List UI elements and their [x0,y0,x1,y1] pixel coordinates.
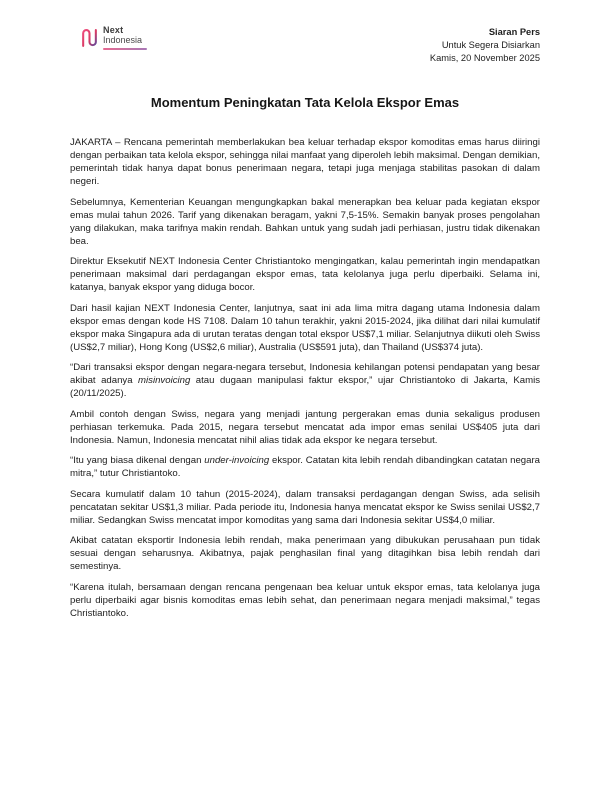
paragraph-4 [70,302,540,354]
release-type-label: Siaran Pers [488,27,540,37]
paragraph-2 [70,196,540,248]
brand-tagline-bar [103,48,147,51]
release-meta [430,26,540,65]
paragraph-text: “Dari transaksi ekspor dengan negara-negara tersebut, Indonesia kehilangan potensi pendapatan yang besar akibat adanya [70,362,540,386]
italic-term-under-invoicing: under-invoicing [204,455,270,466]
brand-logo [80,26,147,50]
paragraph-text: Secara kumulatif dalam 10 tahun (2015-2024), dalam transaksi perdagangan dengan Swiss, ada selisih pencatatan sekitar US$1,3 miliar. Pada periode itu, Indonesia hanya mencatat ekspor ke Swiss senilai US$2,7 miliar. Sedangkan Swiss mencatat impor komoditas yang sama dari Indonesia sekitar US$4,0 miliar. [70,488,540,526]
paragraph-text: atau dugaan manipulasi faktur ekspor,” ujar Christiantoko di Jakarta, Kamis (20/11/2025). [70,375,541,399]
paragraph-text: Direktur Eksekutif NEXT Indonesia Center Christiantoko mengingatkan, kalau pemerintah ingin mendapatkan penerimaan maksimal dari perdagangan ekspor emas, tata kelolanya juga perlu diperbaiki. Selama ini, katanya, banyak ekspor yang diduga bocor. [70,256,540,293]
next-indonesia-logo-icon [80,27,99,49]
document-body [70,136,540,620]
paragraph-9 [70,534,540,573]
page-title: Momentum Peningkatan Tata Kelola Ekspor Emas [150,95,460,110]
paragraph-text: Sebelumnya, Kementerian Keuangan mengungkapkan bakal menerapkan bea keluar pada kegiatan ekspor emas mulai tahun 2026. Tarif yang dikenakan beragam, yakni 7,5-15%. Semakin banyak proses pengolahan yang dilakukan, maka tarifnya makin rendah. Bahkan untuk yang sudah jadi perhiasan, justru tidak dikenakan bea. [70,196,540,247]
brand-text [103,26,147,50]
paragraph-10 [70,581,540,620]
page-header [0,0,609,65]
paragraph-1 [70,136,540,188]
brand-name-top: Next [103,25,124,35]
paragraph-text: Dari hasil kajian NEXT Indonesia Center, lanjutnya, saat ini ada lima mitra dagang utama Indonesia dalam ekspor emas dengan kode HS 7108. Dalam 10 tahun terakhir, yakni 2015-2024, jika dilihat dari nilai kumulatif ekspor maka Singapura ada di urutan teratas dengan total ekspor US$7,1 miliar. Selanjutnya diikuti oleh Swiss (US$2,7 miliar), Hong Kong (US$2,6 miliar), Australia (US$591 juta), dan Thailand (US$374 juta). [70,302,540,353]
paragraph-text: ekspor. Catatan kita lebih rendah dibandingkan catatan negara mitra,” tutur Christiantoko. [70,455,541,479]
paragraph-text: “Itu yang biasa dikenal dengan [70,455,205,466]
paragraph-5 [70,361,540,400]
paragraph-text: Ambil contoh dengan Swiss, negara yang menjadi jantung pergerakan emas dunia sekaligus produsen perhiasan terkemuka. Pada 2015, negara tersebut mencatat ada impor emas senilai US$405 juta dari Indonesia. Namun, Indonesia mencatat nihil alias tidak ada ekspor ke negara tersebut. [70,408,540,446]
paragraph-text: JAKARTA – Rencana pemerintah memberlakukan bea keluar terhadap ekspor komoditas emas harus diiringi dengan perbaikan tata kelola ekspor, sehingga nilai manfaat yang diperoleh lebih maksimal. Dengan demikian, pemerintah tidak hanya dapat bonus penerimaan negara, tetapi juga menjaga stabilitas pasokan di dalam negeri. [70,137,540,187]
paragraph-7 [70,454,540,480]
paragraph-8 [70,488,540,527]
release-instruction: Untuk Segera Disiarkan [441,40,540,50]
paragraph-text: “Karena itulah, bersamaan dengan rencana pengenaan bea keluar untuk ekspor emas, tata kelolanya juga perlu diperbaiki agar bisnis komoditas emas lebih sehat, dan penerimaan negara menjadi maksimal,” tegas Christiantoko. [70,581,540,619]
paragraph-text: Akibat catatan eksportir Indonesia lebih rendah, maka penerimaan yang dibukukan perusahaan pun tidak sesuai dengan seharusnya. Akibatnya, pajak penghasilan final yang ditagihkan bisa lebih rendah dari semestinya. [70,535,540,572]
release-date: Kamis, 20 November 2025 [429,53,540,63]
paragraph-3 [70,255,540,294]
italic-term-misinvoicing: misinvoicing [138,375,191,386]
paragraph-6 [70,408,540,447]
brand-name-bottom: Indonesia [103,35,143,45]
